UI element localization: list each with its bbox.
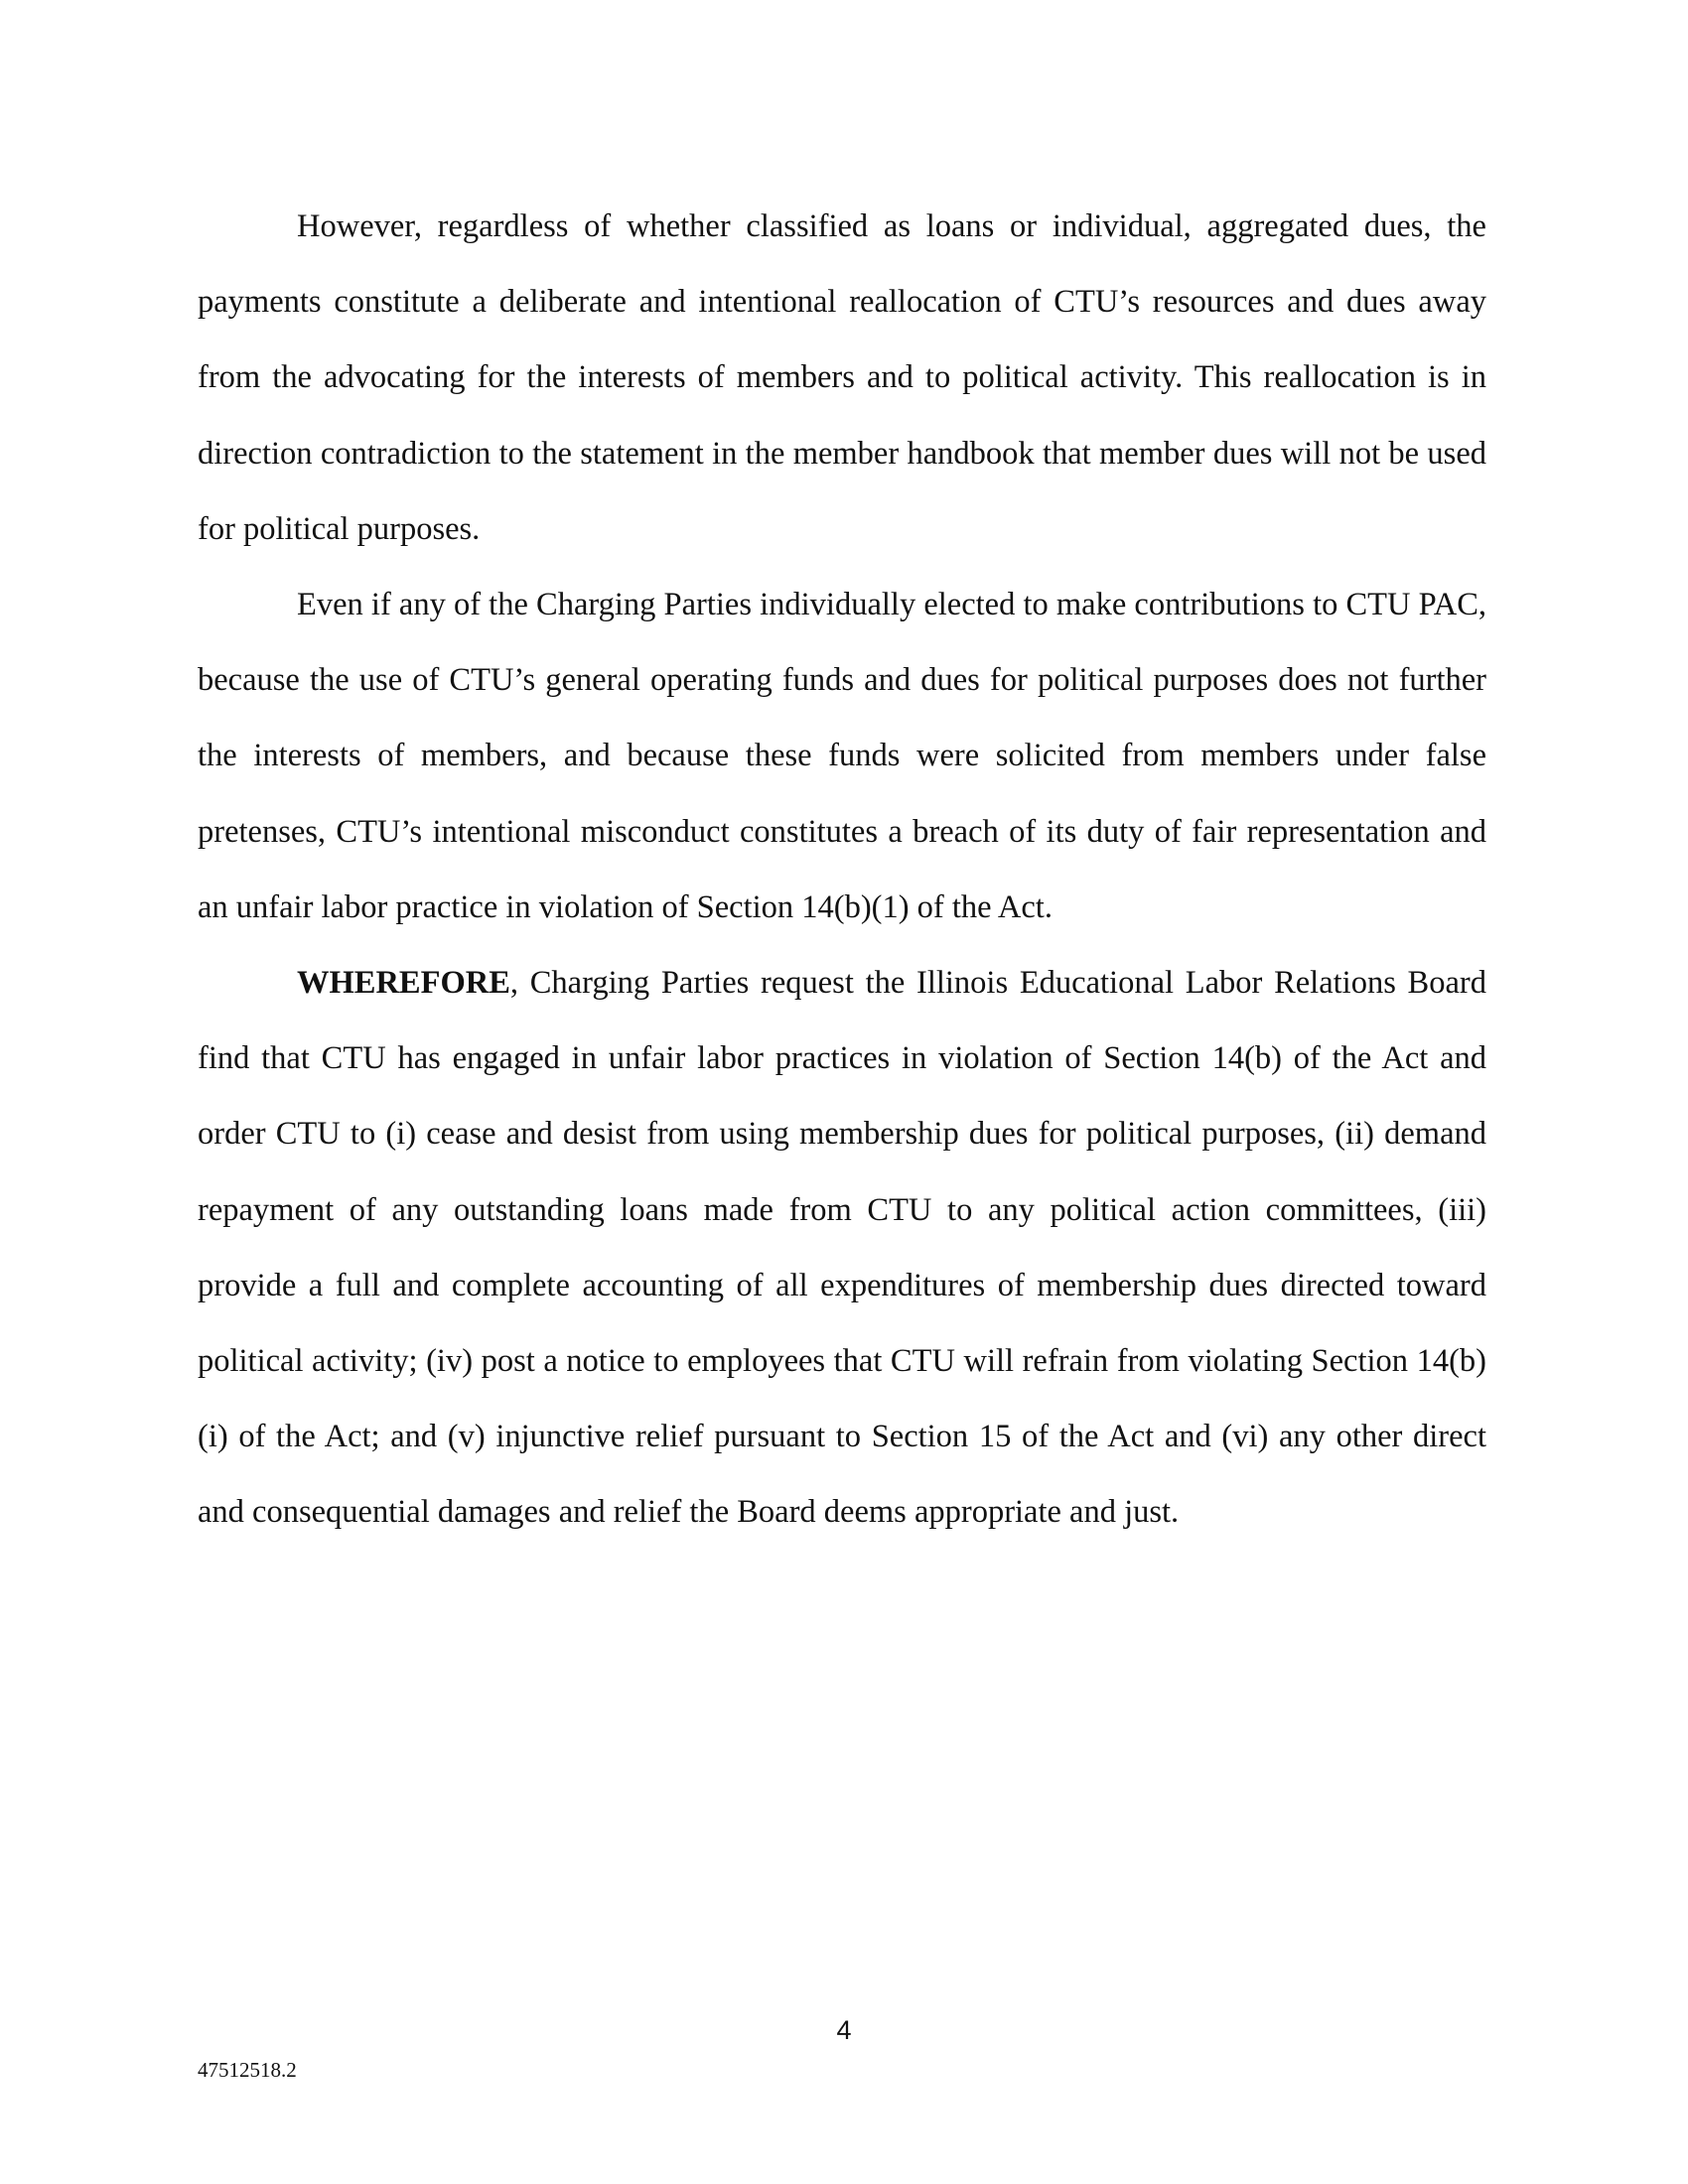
paragraph-wherefore xyxy=(198,945,1486,1551)
paragraph-even-if-contributions xyxy=(198,567,1486,945)
paragraph-regardless-of-classification xyxy=(198,189,1486,567)
wherefore-lead: WHEREFORE xyxy=(297,965,510,1002)
paragraph-text: However, regardless of whether classified as loans or individual, aggregated dues, the payments constitute a deliberate and intentional reallocation of CTU’s resources and dues away from the advocating for the interests of members and to political activity. This reallocation is in direction contradiction to the statement in the member handbook that member dues will not be used for political purposes. xyxy=(198,208,1486,547)
document-body xyxy=(198,189,1486,1551)
paragraph-text: , Charging Parties request the Illinois Educational Labor Relations Board find that CTU has engaged in unfair labor practices in violation of Section 14(b) of the Act and order CTU to (i) cease and desist from using membership dues for political purposes, (ii) demand repayment of any outstanding loans made from CTU to any political action committees, (iii) provide a full and complete accounting of all expenditures of membership dues directed toward political activity; (iv) post a notice to employees that CTU will refrain from violating Section 14(b)(i) of the Act; and (v) injunctive relief pursuant to Section 15 of the Act and (vi) any other direct and consequential damages and relief the Board deems appropriate and just. xyxy=(198,965,1486,1531)
page-number: 4 xyxy=(836,2015,852,2045)
document-id: 47512518.2 xyxy=(198,2058,297,2082)
paragraph-text: Even if any of the Charging Parties individually elected to make contributions to CTU PAC, because the use of CTU’s general operating funds and dues for political purposes does not further the interests of members, and because these funds were solicited from members under false pretenses, CTU’s intentional misconduct constitutes a breach of its duty of fair representation and an unfair labor practice in violation of Section 14(b)(1) of the Act. xyxy=(198,587,1486,925)
